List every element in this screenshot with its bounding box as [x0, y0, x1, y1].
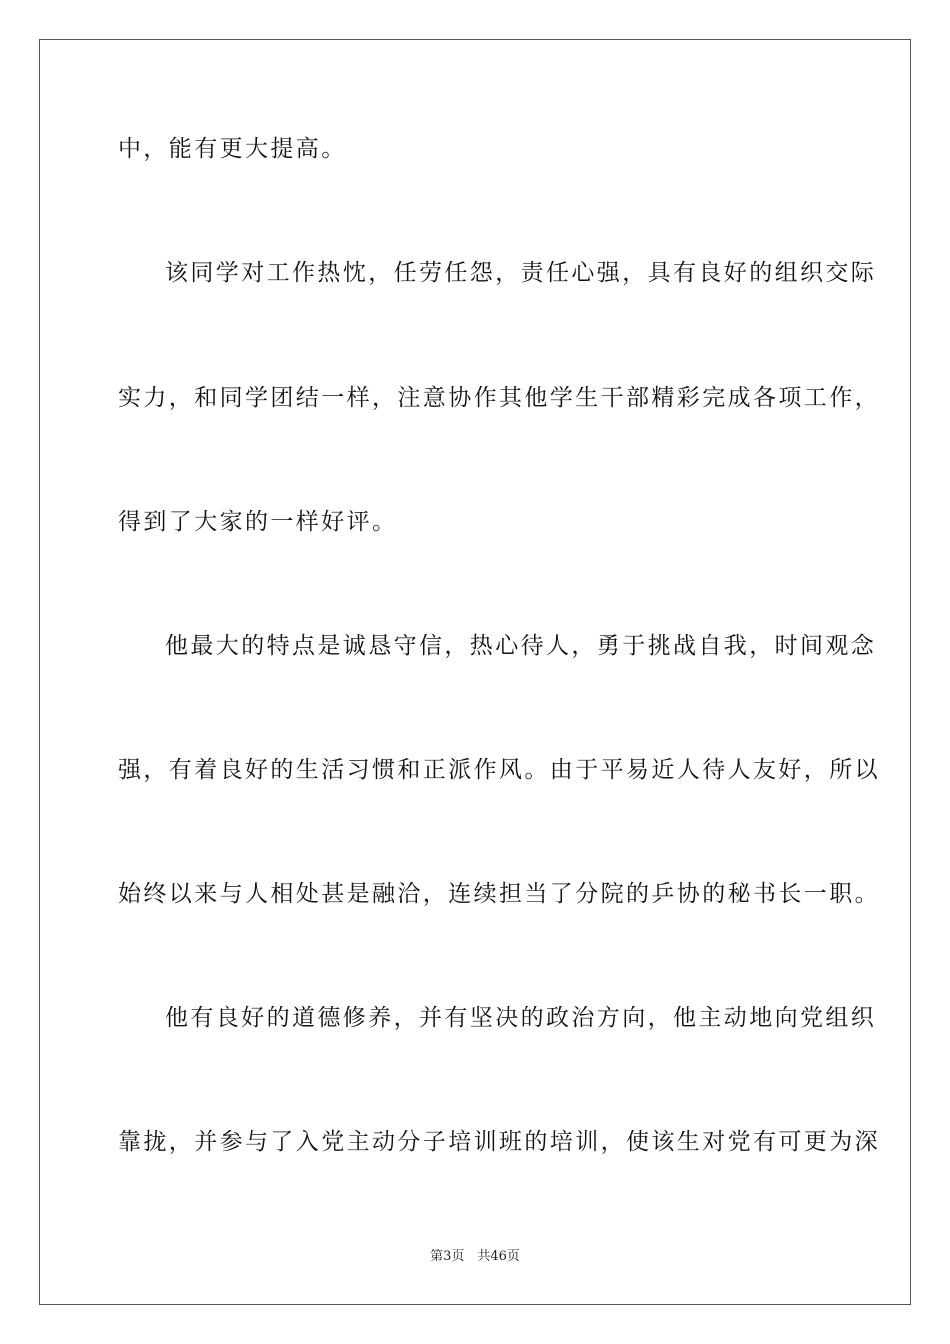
text-line-6: 强，有着良好的生活习惯和正派作风。由于平易近人待人友好，所以 — [118, 757, 880, 783]
text-line-8: 他有良好的道德修养，并有坚决的政治方向，他主动地向党组织 — [165, 1005, 877, 1031]
text-line-4: 得到了大家的一样好评。 — [118, 509, 398, 535]
text-line-2: 该同学对工作热忱，任劳任怨，责任心强，具有良好的组织交际 — [165, 260, 877, 286]
text-line-7: 始终以来与人相处甚是融洽，连续担当了分院的乒协的秘书长一职。 — [118, 881, 880, 907]
page-border — [39, 39, 911, 1305]
text-line-5: 他最大的特点是诚恳守信，热心待人，勇于挑战自我，时间观念 — [165, 633, 877, 659]
text-line-9: 靠拢，并参与了入党主动分子培训班的培训，使该生对党有可更为深 — [118, 1129, 880, 1155]
text-line-3: 实力，和同学团结一样，注意协作其他学生干部精彩完成各项工作， — [118, 385, 880, 411]
text-line-1: 中，能有更大提高。 — [118, 136, 347, 162]
page-number-footer: 第3页 共46页 — [430, 1249, 520, 1264]
